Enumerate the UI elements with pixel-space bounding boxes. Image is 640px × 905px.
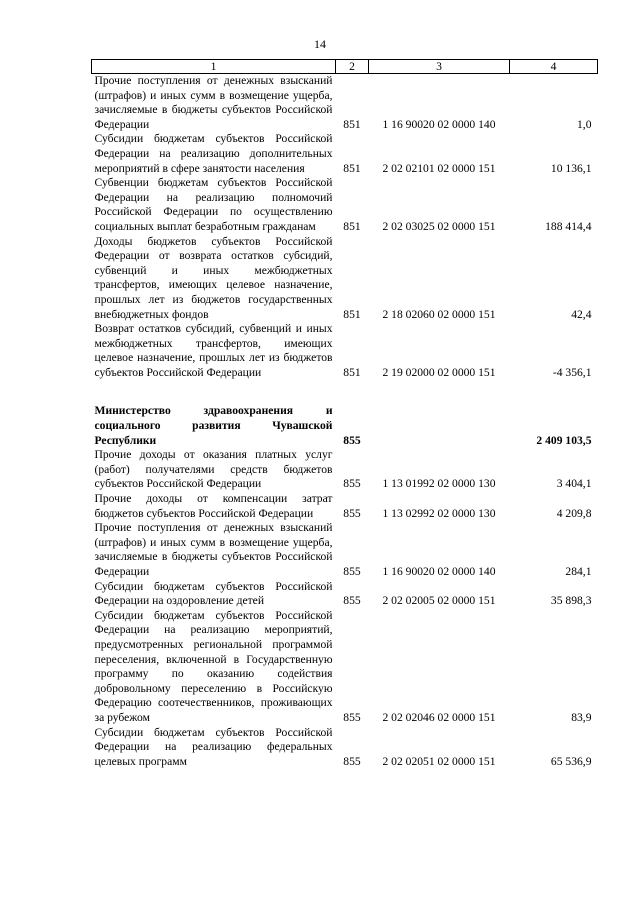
column-header-2: 2 (336, 60, 369, 74)
row-amount: 35 898,3 (550, 594, 592, 608)
column-header-3: 3 (369, 60, 510, 74)
row-amount: 42,4 (571, 307, 592, 321)
row-admin-code: 851 (343, 307, 361, 321)
row-amount: 65 536,9 (550, 754, 592, 768)
column-header-4: 4 (510, 60, 598, 74)
row-description: Министерство здравоохранения и социального развития Чувашской Республики (94, 404, 333, 447)
table-row (92, 74, 598, 133)
row-amount: 3 404,1 (556, 477, 592, 491)
row-budget-code: 2 02 02005 02 0000 151 (382, 594, 496, 608)
budget-revenue-table (91, 59, 598, 769)
row-description: Прочие поступления от денежных взысканий (штрафов) и иных сумм в возмещение ущерба, зачисляемые в бюджеты субъектов Российской Федерации (94, 74, 333, 131)
row-description: Прочие поступления от денежных взысканий (штрафов) и иных сумм в возмещение ущерба, зачисляемые в бюджеты субъектов Российской Федерации (94, 521, 333, 578)
row-budget-code: 1 16 90020 02 0000 140 (382, 117, 496, 131)
row-description: Возврат остатков субсидий, субвенций и иных межбюджетных трансфертов, имеющих целевое назначение, прошлых лет из бюджетов субъектов Российской Федерации (94, 322, 333, 379)
row-amount: 83,9 (571, 710, 592, 724)
row-admin-code: 855 (343, 710, 361, 724)
row-amount: 2 409 103,5 (536, 433, 592, 447)
row-admin-code: 855 (343, 433, 361, 447)
table-row (92, 609, 598, 726)
row-budget-code: 1 16 90020 02 0000 140 (382, 565, 496, 578)
row-description: Субсидии бюджетам субъектов Российской Федерации на реализацию федеральных целевых программ (94, 725, 333, 768)
table-row (92, 176, 598, 234)
row-admin-code: 855 (343, 594, 361, 608)
table-body (92, 74, 598, 770)
row-amount: 1,0 (577, 117, 592, 131)
row-amount: -4 356,1 (552, 365, 592, 379)
column-header-1: 1 (92, 60, 336, 74)
table-row (92, 448, 598, 492)
spacer-cell (92, 380, 598, 404)
row-budget-code: 2 02 03025 02 0000 151 (382, 219, 496, 233)
row-description: Субвенции бюджетам субъектов Российской Федерации на реализацию полномочий Российской Федерации по осуществлению социальных выплат безработным гражданам (94, 176, 333, 233)
section-header-row (92, 404, 598, 448)
row-budget-code (369, 404, 510, 448)
row-budget-code: 2 18 02060 02 0000 151 (382, 307, 496, 321)
row-description: Прочие доходы от оказания платных услуг (работ) получателями средств бюджетов субъектов Российской Федерации (94, 448, 333, 491)
row-description: Субсидии бюджетам субъектов Российской Федерации на оздоровление детей (94, 579, 333, 608)
row-admin-code: 855 (343, 506, 361, 520)
table-row (92, 580, 598, 609)
row-amount: 284,1 (565, 565, 592, 578)
row-description: Доходы бюджетов субъектов Российской Федерации от возврата остатков субсидий, субвенций и иных межбюджетных трансфертов, имеющих целевое назначение, прошлых лет из бюджетов государственных внебюджетных фондов (94, 234, 333, 321)
row-budget-code: 2 02 02101 02 0000 151 (382, 161, 496, 175)
row-description: Субсидии бюджетам субъектов Российской Федерации на реализацию мероприятий, предусмотренных региональной программой переселения, включенной в Государственную программу по оказанию содействия добровольному переселению в Российскую Федерацию соотечественников, проживающих за рубежом (94, 608, 333, 724)
row-admin-code: 851 (343, 219, 361, 233)
row-admin-code: 851 (343, 365, 361, 379)
table-row (92, 235, 598, 323)
row-amount: 188 414,4 (545, 219, 592, 233)
row-admin-code: 851 (343, 161, 361, 175)
table-row (92, 492, 598, 521)
row-budget-code: 2 02 02046 02 0000 151 (382, 710, 496, 724)
row-budget-code: 2 02 02051 02 0000 151 (382, 754, 496, 768)
spacer-row (92, 380, 598, 404)
table-row (92, 726, 598, 770)
row-budget-code: 2 19 02000 02 0000 151 (382, 365, 496, 379)
table-row (92, 521, 598, 579)
table-row (92, 132, 598, 176)
row-amount: 4 209,8 (556, 506, 592, 520)
row-amount: 10 136,1 (550, 161, 592, 175)
row-admin-code: 851 (343, 117, 361, 131)
row-description: Прочие доходы от компенсации затрат бюджетов субъектов Российской Федерации (94, 492, 333, 520)
page-number: 14 (314, 37, 326, 51)
row-admin-code: 855 (343, 477, 361, 491)
row-admin-code: 855 (343, 565, 361, 578)
row-budget-code: 1 13 01992 02 0000 130 (382, 477, 496, 491)
row-admin-code: 855 (343, 754, 361, 768)
column-number-row (92, 60, 598, 74)
row-budget-code: 1 13 02992 02 0000 130 (382, 506, 496, 520)
table-row (92, 322, 598, 380)
row-description: Субсидии бюджетам субъектов Российской Федерации на реализацию дополнительных мероприятий в сфере занятости населения (94, 132, 333, 175)
